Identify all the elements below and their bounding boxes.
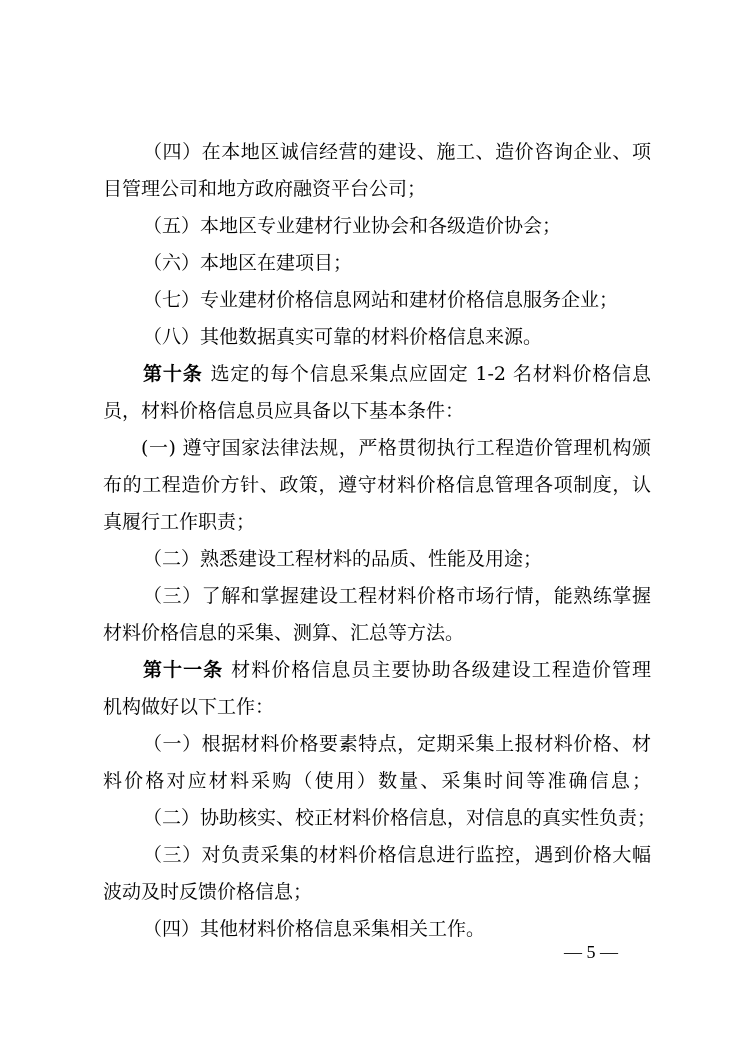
article-10-heading: 第十条: [143, 363, 203, 385]
paragraph-line: 员，材料价格信息员应具备以下基本条件：: [103, 400, 465, 422]
article-11-text: 材料价格信息员主要协助各级建设工程造价管理: [231, 659, 651, 681]
paragraph-line: （七）专业建材价格信息网站和建材价格信息服务企业；: [143, 289, 619, 311]
article-11-heading: 第十一条: [143, 659, 224, 681]
article-10-text: 选定的每个信息采集点应固定 1-2 名材料价格信息: [210, 363, 651, 385]
list-item-line: （二）协助核实、校正材料价格信息，对信息的真实性负责；: [143, 807, 657, 829]
paragraph-line: （四）在本地区诚信经营的建设、施工、造价咨询企业、项: [143, 141, 651, 163]
paragraph-line: 目管理公司和地方政府融资平台公司；: [103, 178, 427, 200]
list-item-line: （二）熟悉建设工程材料的品质、性能及用途；: [143, 548, 543, 570]
article-10-first-line: [143, 362, 651, 386]
paragraph-line: （五）本地区专业建材行业协会和各级造价协会；: [143, 215, 562, 237]
article-11-first-line: [143, 658, 651, 682]
list-item-line: （四）其他材料价格信息采集相关工作。: [143, 918, 486, 940]
list-item-line: （三）了解和掌握建设工程材料价格市场行情，能熟练掌握: [143, 585, 651, 607]
page-number: — 5 —: [564, 942, 618, 962]
paragraph-line: 机构做好以下工作：: [103, 696, 275, 718]
list-item-line: (一) 遵守国家法律法规，严格贯彻执行工程造价管理机构颁: [141, 437, 651, 459]
list-item-line: 料价格对应材料采购（使用）数量、采集时间等准确信息；: [103, 770, 651, 792]
list-item-line: （一）根据材料价格要素特点，定期采集上报材料价格、材: [143, 733, 651, 755]
list-item-line: 真履行工作职责；: [103, 511, 256, 533]
list-item-line: （三）对负责采集的材料价格信息进行监控，遇到价格大幅: [143, 844, 651, 866]
list-item-line: 波动及时反馈价格信息；: [103, 881, 313, 903]
list-item-line: 布的工程造价方针、政策，遵守材料价格信息管理各项制度，认: [103, 474, 651, 496]
paragraph-line: （六）本地区在建项目；: [143, 252, 353, 274]
list-item-line: 材料价格信息的采集、测算、汇总等方法。: [103, 622, 465, 644]
paragraph-line: （八）其他数据真实可靠的材料价格信息来源。: [143, 326, 543, 348]
